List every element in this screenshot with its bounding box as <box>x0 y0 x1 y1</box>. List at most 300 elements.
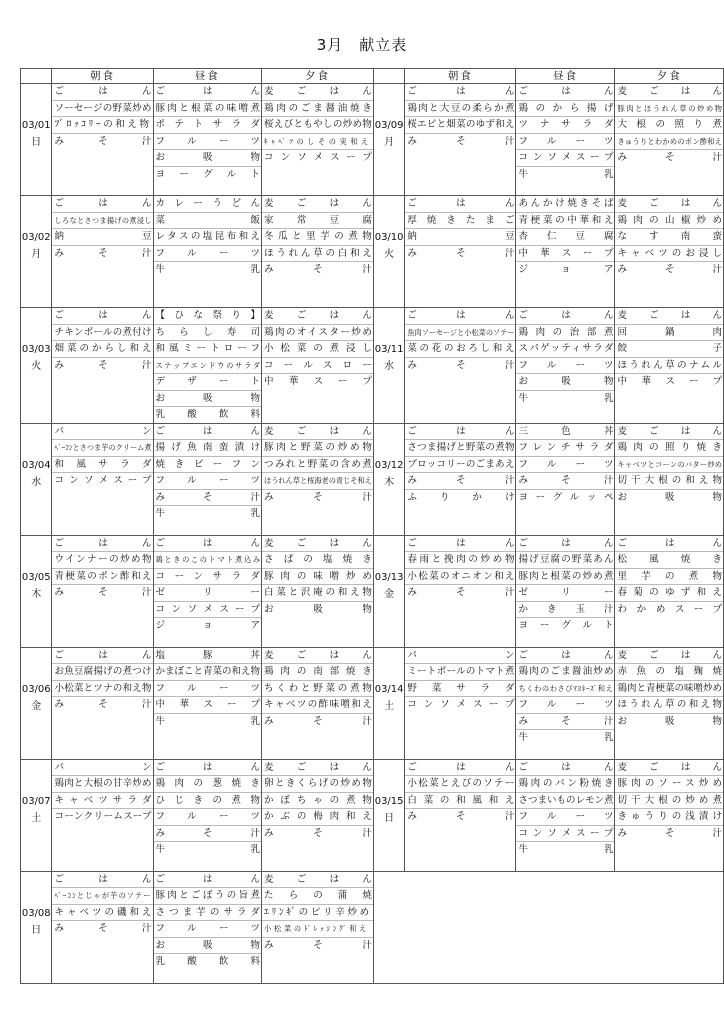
weekday-label: 金 <box>384 588 395 600</box>
date-cell <box>373 647 404 759</box>
menu-item: 麦ごはん <box>262 536 373 553</box>
menu-item: 鶏肉のごま醤油炒め <box>516 664 614 681</box>
lunch-cell <box>516 308 615 424</box>
menu-item: 鶏肉のごま醤油焼き <box>262 101 373 118</box>
breakfast-cell <box>405 196 516 308</box>
menu-item: 鶏肉のオイスター炒め <box>262 325 373 342</box>
menu-item: 麦ごはん <box>615 196 723 213</box>
menu-item: ほうれん草の和え物 <box>615 697 723 714</box>
menu-item: フルーツ <box>154 134 262 151</box>
menu-item: 菜飯 <box>154 213 262 230</box>
menu-item: パン <box>52 424 152 441</box>
menu-item: フルーツ <box>154 681 262 698</box>
dinner-cell <box>262 308 374 424</box>
menu-item: ヨーグルッペ <box>518 491 614 503</box>
menu-item: チキンボールの煮付け <box>52 325 152 342</box>
menu-item: 松風焼き <box>615 552 723 569</box>
menu-table <box>20 68 724 984</box>
menu-item: キャベツサラダ <box>52 793 152 810</box>
menu-item: みそ汁 <box>264 491 372 503</box>
menu-item: 小松菜の煮浸し <box>262 341 373 358</box>
menu-item: フルーツ <box>154 473 262 490</box>
menu-item: 【ひな祭り】 <box>154 308 262 325</box>
date-cell <box>21 535 52 647</box>
lunch-cell <box>516 196 615 308</box>
menu-item: ごはん <box>154 536 262 553</box>
menu-item: ほうれん草の白和え <box>262 246 373 263</box>
menu-item: 鶏肉と青梗菜の味噌炒め <box>615 681 723 698</box>
menu-item: 麦ごはん <box>615 84 723 101</box>
menu-item: 回鍋肉 <box>615 325 723 342</box>
menu-item: 揚げ豆腐の野菜あん <box>516 552 614 569</box>
menu-item: なす南蛮 <box>615 229 723 246</box>
menu-item: 青梗菜の中華和え <box>516 213 614 230</box>
menu-item: ごはん <box>405 424 515 441</box>
menu-item: 麦ごはん <box>615 648 723 665</box>
menu-item: みそ汁 <box>407 135 515 147</box>
menu-item: みそ汁 <box>54 587 152 598</box>
menu-item: ｴﾘﾝｷﾞのピリ辛炒め <box>262 905 373 922</box>
day-row <box>21 647 724 759</box>
dinner-cell <box>262 423 374 535</box>
lunch-cell <box>516 535 615 647</box>
menu-item: 麦ごはん <box>262 196 373 213</box>
menu-item: 豚肉と野菜の炒め物 <box>262 440 373 457</box>
menu-item: 乳酸飲料 <box>155 956 261 967</box>
weekday-label: 日 <box>31 137 42 148</box>
menu-item: あんかけ焼きそば <box>516 196 614 213</box>
page-title: 3月 献立表 <box>316 36 408 54</box>
menu-item: 菜の花のおろし和え <box>405 341 515 358</box>
breakfast-cell <box>405 308 516 424</box>
menu-item: コンソメスープ <box>264 152 372 163</box>
menu-item: コンソメスープ <box>54 475 152 486</box>
menu-item: 豚肉と根菜の味噌煮 <box>154 101 262 118</box>
menu-item: 和風ミートローフ <box>154 341 262 358</box>
menu-item: 餃子 <box>615 341 723 358</box>
breakfast-cell <box>405 759 516 871</box>
lunch-cell <box>153 535 262 647</box>
menu-item: ヨーグルト <box>518 620 614 631</box>
menu-item: 塩豚丼 <box>154 648 262 665</box>
menu-item: 青梗菜のポン酢和え <box>52 569 152 586</box>
menu-item: ごはん <box>405 536 515 553</box>
menu-item: みそ汁 <box>264 264 372 275</box>
menu-item: 納豆 <box>405 229 515 246</box>
menu-item: みそ汁 <box>617 264 722 275</box>
menu-item: 麦ごはん <box>262 872 373 889</box>
menu-item: コールスロー <box>262 358 373 375</box>
menu-item: 乳酸飲料 <box>155 409 261 420</box>
day-row <box>21 535 724 647</box>
date-label: 03/11 <box>374 344 404 355</box>
menu-item: カレーうどん <box>154 196 262 213</box>
date-cell <box>373 535 404 647</box>
breakfast-cell <box>405 647 516 759</box>
menu-item: 中華スープ <box>516 246 614 263</box>
weekday-label: 火 <box>384 249 395 260</box>
dinner-cell <box>262 196 374 308</box>
dinner-cell <box>262 535 374 647</box>
menu-item: 鶏のから揚げ <box>516 101 614 118</box>
menu-item: 大根の照り煮 <box>615 117 723 134</box>
header-lunch-left: 昼食 <box>153 69 262 84</box>
date-label: 03/10 <box>374 232 404 243</box>
date-label: 03/15 <box>374 795 404 807</box>
menu-item: スナップエンドウのサラダ <box>154 358 262 375</box>
menu-item: 畑菜のからし和え <box>52 341 152 358</box>
day-row <box>21 84 724 196</box>
lunch-cell <box>153 196 262 308</box>
lunch-cell <box>516 647 615 759</box>
menu-item: 桜エビと畑菜のゆず和え <box>405 117 515 134</box>
menu-item: フルーツ <box>516 697 614 714</box>
menu-item: 小松菜のﾄﾞﾚｯｼﾝｸﾞ和え <box>262 921 373 938</box>
menu-item: ふりかけ <box>407 491 515 503</box>
date-cell <box>373 423 404 535</box>
dinner-cell <box>615 759 724 871</box>
menu-item: 豚肉と根菜の炒め煮 <box>516 569 614 586</box>
menu-item: みそ汁 <box>54 699 152 710</box>
menu-item: ごはん <box>52 84 152 101</box>
menu-item: 切干大根の和え物 <box>615 473 723 490</box>
empty-cell <box>373 871 723 983</box>
menu-item: 豚肉の味噌炒め <box>262 569 373 586</box>
menu-item: ウインナーの炒め物 <box>52 552 152 569</box>
date-cell <box>373 84 404 196</box>
menu-item: 白菜と沢庵の和え物 <box>262 585 373 602</box>
menu-item: 三色丼 <box>516 424 614 441</box>
lunch-cell <box>153 647 262 759</box>
menu-item: 中華スープ <box>264 376 372 387</box>
menu-item: 鶏肉と大豆の柔らか煮 <box>405 101 515 118</box>
menu-item: しろなとさつま揚げの煮浸し <box>52 213 152 230</box>
breakfast-cell <box>405 84 516 196</box>
breakfast-cell <box>52 308 153 424</box>
date-label: 03/04 <box>21 459 51 471</box>
breakfast-cell <box>405 423 516 535</box>
date-label: 03/01 <box>21 120 51 131</box>
menu-item: みそ汁 <box>154 490 262 507</box>
menu-item: フルーツ <box>516 457 614 474</box>
menu-item: コーンクリームスープ <box>54 811 152 822</box>
menu-item: ごはん <box>405 308 515 325</box>
menu-item: デザート <box>154 374 262 391</box>
menu-item: 鶏肉と大根の甘辛炒め <box>52 776 152 793</box>
menu-item: みそ汁 <box>54 359 152 371</box>
menu-item: 焼きビーフン <box>154 457 262 474</box>
weekday-label: 日 <box>31 924 42 936</box>
menu-item: かぶの梅肉和え <box>262 809 373 826</box>
menu-item: ジョア <box>518 264 614 275</box>
date-cell <box>373 308 404 424</box>
dinner-cell <box>262 759 374 871</box>
menu-item: ごはん <box>615 536 723 553</box>
menu-item: 豚肉のソース炒め <box>615 776 723 793</box>
menu-item: 春雨と挽肉の炒め物 <box>405 552 515 569</box>
menu-item: 揚げ魚南蛮漬け <box>154 440 262 457</box>
menu-item: お吸物 <box>516 374 614 391</box>
lunch-cell <box>516 84 615 196</box>
menu-item: ゼリー <box>154 585 262 602</box>
menu-item: 麦ごはん <box>615 424 723 441</box>
menu-item: ごはん <box>154 760 262 777</box>
menu-item: コンソメスープ <box>407 699 515 710</box>
menu-item: きゅうりとわかめのポン酢和え <box>615 134 723 151</box>
menu-item: パン <box>405 648 515 665</box>
weekday-label: 日 <box>384 812 395 824</box>
menu-item: ごはん <box>516 760 614 777</box>
menu-item: 魚肉ソーセージと小松菜のソテー <box>405 325 515 342</box>
breakfast-cell <box>52 423 153 535</box>
menu-item: みそ汁 <box>54 135 152 147</box>
menu-item: ごはん <box>405 196 515 213</box>
breakfast-cell <box>52 647 153 759</box>
menu-item: コンソメスープ <box>516 826 614 843</box>
lunch-cell <box>516 423 615 535</box>
menu-item: 春菊のゆず和え <box>615 585 723 602</box>
header-breakfast-left: 朝食 <box>52 69 153 84</box>
weekday-label: 土 <box>384 700 395 712</box>
menu-item: 牛乳 <box>518 392 614 404</box>
date-label: 03/07 <box>21 795 51 807</box>
weekday-label: 土 <box>31 812 42 824</box>
weekday-label: 月 <box>384 137 395 148</box>
menu-item: ちくわのわさびﾏﾖﾈｰｽﾞ和え <box>516 681 614 698</box>
dinner-cell <box>615 84 724 196</box>
menu-item: 鶏肉の治部煮 <box>516 325 614 342</box>
menu-item: ﾍﾞｰｺﾝとじゃが芋のソテー <box>52 888 152 905</box>
menu-item: みそ汁 <box>54 247 152 259</box>
menu-item: お吸物 <box>154 150 262 167</box>
menu-item: パン <box>52 760 152 777</box>
header-dinner-left: 夕食 <box>262 69 374 84</box>
menu-item: みそ汁 <box>516 473 614 490</box>
menu-item: 牛乳 <box>155 715 261 727</box>
menu-item: みそ汁 <box>407 811 515 822</box>
menu-item: ごはん <box>516 648 614 665</box>
menu-item: ほうれん草と桜海老の青じそ和え <box>262 473 373 490</box>
menu-item: 鶏肉の葱焼き <box>154 776 262 793</box>
menu-item: 里芋の煮物 <box>615 569 723 586</box>
menu-item: みそ汁 <box>516 714 614 731</box>
menu-item: お魚豆腐揚げの煮つけ <box>52 664 152 681</box>
menu-item: ひじきの煮物 <box>154 793 262 810</box>
menu-item: ポテトサラダ <box>154 117 262 134</box>
menu-item: 牛乳 <box>518 844 614 855</box>
menu-item: ごはん <box>52 536 152 553</box>
header-dinner-right: 夕食 <box>615 69 724 84</box>
dinner-cell <box>262 647 374 759</box>
menu-item: フルーツ <box>154 921 262 938</box>
menu-item: ごはん <box>52 648 152 665</box>
menu-item: ヨーグルト <box>155 168 261 180</box>
dinner-cell <box>615 196 724 308</box>
day-row <box>21 308 724 424</box>
menu-item: コーンサラダ <box>154 569 262 586</box>
dinner-cell <box>615 308 724 424</box>
menu-item: ブロッコリーのごまあえ <box>405 457 515 474</box>
menu-item: お吸物 <box>617 715 722 727</box>
menu-item: 牛乳 <box>155 844 261 855</box>
lunch-cell <box>153 308 262 424</box>
menu-item: 家常豆腐 <box>262 213 373 230</box>
breakfast-cell <box>52 871 153 983</box>
date-cell <box>21 871 52 983</box>
menu-item: ごはん <box>516 308 614 325</box>
dinner-cell <box>262 871 374 983</box>
menu-item: 麦ごはん <box>262 424 373 441</box>
weekday-label: 月 <box>31 249 42 260</box>
menu-item: 麦ごはん <box>262 84 373 101</box>
menu-item: キャベツの酢味噌和え <box>262 697 373 714</box>
dinner-cell <box>262 84 374 196</box>
menu-item: 桜えびともやしの炒め物 <box>262 117 373 134</box>
menu-item: 麦ごはん <box>615 760 723 777</box>
header-lunch-right: 昼食 <box>516 69 615 84</box>
menu-item: ミートボールのトマト煮 <box>405 664 515 681</box>
menu-item: 鶏肉のパン粉焼き <box>516 776 614 793</box>
date-cell <box>21 423 52 535</box>
menu-item: みそ汁 <box>264 827 372 839</box>
menu-item: 小松菜とえびのソテー <box>405 776 515 793</box>
header-row <box>21 69 724 84</box>
lunch-cell <box>153 759 262 871</box>
menu-item: コンソメスープ <box>154 602 262 619</box>
menu-item: かぼちゃの煮物 <box>262 793 373 810</box>
menu-item: ごはん <box>154 872 262 889</box>
dinner-cell <box>615 535 724 647</box>
date-label: 03/09 <box>374 120 404 131</box>
menu-item: 鶏ときのこのトマト煮込み <box>154 552 262 569</box>
menu-item: ちくわと野菜の煮物 <box>262 681 373 698</box>
menu-item: みそ汁 <box>407 587 515 598</box>
menu-item: ごはん <box>52 196 152 213</box>
menu-item: 牛乳 <box>518 168 614 180</box>
menu-item: 牛乳 <box>518 732 614 743</box>
menu-body <box>21 84 724 984</box>
menu-item: キャベツのお浸し <box>615 246 723 263</box>
header-date-left <box>21 69 52 84</box>
menu-item: 牛乳 <box>155 264 261 275</box>
menu-item: ごはん <box>52 308 152 325</box>
menu-item: ﾌﾞﾛｯｺﾘｰの和え物 <box>52 117 152 134</box>
menu-item: お吸物 <box>264 603 372 615</box>
menu-item: 小松菜のオニオン和え <box>405 569 515 586</box>
lunch-cell <box>153 423 262 535</box>
breakfast-cell <box>52 196 153 308</box>
menu-item: 麦ごはん <box>262 760 373 777</box>
menu-item: 豚肉とほうれん草の炒め物 <box>615 101 723 118</box>
menu-item: コンソメスープ <box>516 150 614 167</box>
menu-item: フルーツ <box>516 134 614 151</box>
menu-item: ごはん <box>516 84 614 101</box>
menu-item: さつまいものレモン煮 <box>516 793 614 810</box>
menu-item: ﾍﾞｰｺﾝとさつま芋のクリーム煮 <box>52 440 152 457</box>
lunch-cell <box>516 759 615 871</box>
menu-item: みそ汁 <box>264 939 372 951</box>
menu-item: みそ汁 <box>154 826 262 843</box>
menu-item: さばの塩焼き <box>262 552 373 569</box>
menu-item: 冬瓜と里芋の煮物 <box>262 229 373 246</box>
menu-item: 和風サラダ <box>52 457 152 474</box>
date-cell <box>21 196 52 308</box>
menu-item: 杏仁豆腐 <box>516 229 614 246</box>
menu-item: 鶏肉の山椒炒め <box>615 213 723 230</box>
date-cell <box>373 759 404 871</box>
date-label: 03/02 <box>21 232 51 243</box>
menu-item: フルーツ <box>154 809 262 826</box>
date-label: 03/08 <box>21 907 51 919</box>
menu-item: ソーセージの野菜炒め <box>52 101 152 118</box>
menu-item: 麦ごはん <box>262 648 373 665</box>
menu-item: スパゲッティサラダ <box>516 341 614 358</box>
menu-item: 赤魚の塩麹焼 <box>615 664 723 681</box>
menu-item: ちらし寿司 <box>154 325 262 342</box>
menu-item: 豚肉とごぼうの旨煮 <box>154 888 262 905</box>
menu-item: かき玉汁 <box>516 602 614 619</box>
breakfast-cell <box>405 535 516 647</box>
menu-item: フルーツ <box>516 809 614 826</box>
menu-item: キャベツの磯和え <box>52 905 152 922</box>
menu-item: 野菜サラダ <box>405 681 515 698</box>
menu-item: 牛乳 <box>155 508 261 519</box>
weekday-label: 火 <box>31 361 42 372</box>
menu-item: フレンチサラダ <box>516 440 614 457</box>
menu-item: みそ汁 <box>54 923 152 934</box>
date-label: 03/12 <box>374 459 404 471</box>
menu-item: わかめスープ <box>617 603 722 615</box>
breakfast-cell <box>52 759 153 871</box>
menu-item: ほうれん草のナムル <box>615 358 723 375</box>
header-date-right <box>373 69 404 84</box>
menu-item: レタスの塩昆布和え <box>154 229 262 246</box>
menu-item: お吸物 <box>154 938 262 955</box>
header-breakfast-right: 朝食 <box>405 69 516 84</box>
menu-item: みそ汁 <box>407 247 515 259</box>
menu-item: 麦ごはん <box>615 308 723 325</box>
menu-item: ｷｬﾍﾞﾂのしその実和え <box>262 134 373 151</box>
weekday-label: 水 <box>384 361 395 372</box>
breakfast-cell <box>52 535 153 647</box>
date-label: 03/13 <box>374 571 404 583</box>
menu-item: みそ汁 <box>617 152 722 163</box>
menu-item: かまぼこと青菜の和え物 <box>154 664 262 681</box>
menu-item: 小松菜とツナの和え物 <box>52 681 152 698</box>
menu-item: フルーツ <box>516 358 614 375</box>
day-row <box>21 423 724 535</box>
menu-item: さつま芋のサラダ <box>154 905 262 922</box>
menu-item: みそ汁 <box>405 473 515 490</box>
menu-item: ゼリー <box>516 585 614 602</box>
menu-item: みそ汁 <box>264 715 372 727</box>
menu-item: きゅうりの浅漬け <box>615 809 723 826</box>
date-label: 03/05 <box>21 571 51 583</box>
menu-item: ごはん <box>405 84 515 101</box>
weekday-label: 木 <box>384 476 395 488</box>
day-row <box>21 871 724 983</box>
weekday-label: 金 <box>31 700 42 712</box>
menu-item: たらの蒲焼 <box>262 888 373 905</box>
date-cell <box>21 647 52 759</box>
menu-item: ごはん <box>52 872 152 889</box>
date-label: 03/06 <box>21 683 51 695</box>
menu-item: つみれと野菜の含め煮 <box>262 457 373 474</box>
weekday-label: 木 <box>31 588 42 600</box>
date-cell <box>21 308 52 424</box>
menu-item: みそ汁 <box>407 359 515 371</box>
date-cell <box>21 84 52 196</box>
